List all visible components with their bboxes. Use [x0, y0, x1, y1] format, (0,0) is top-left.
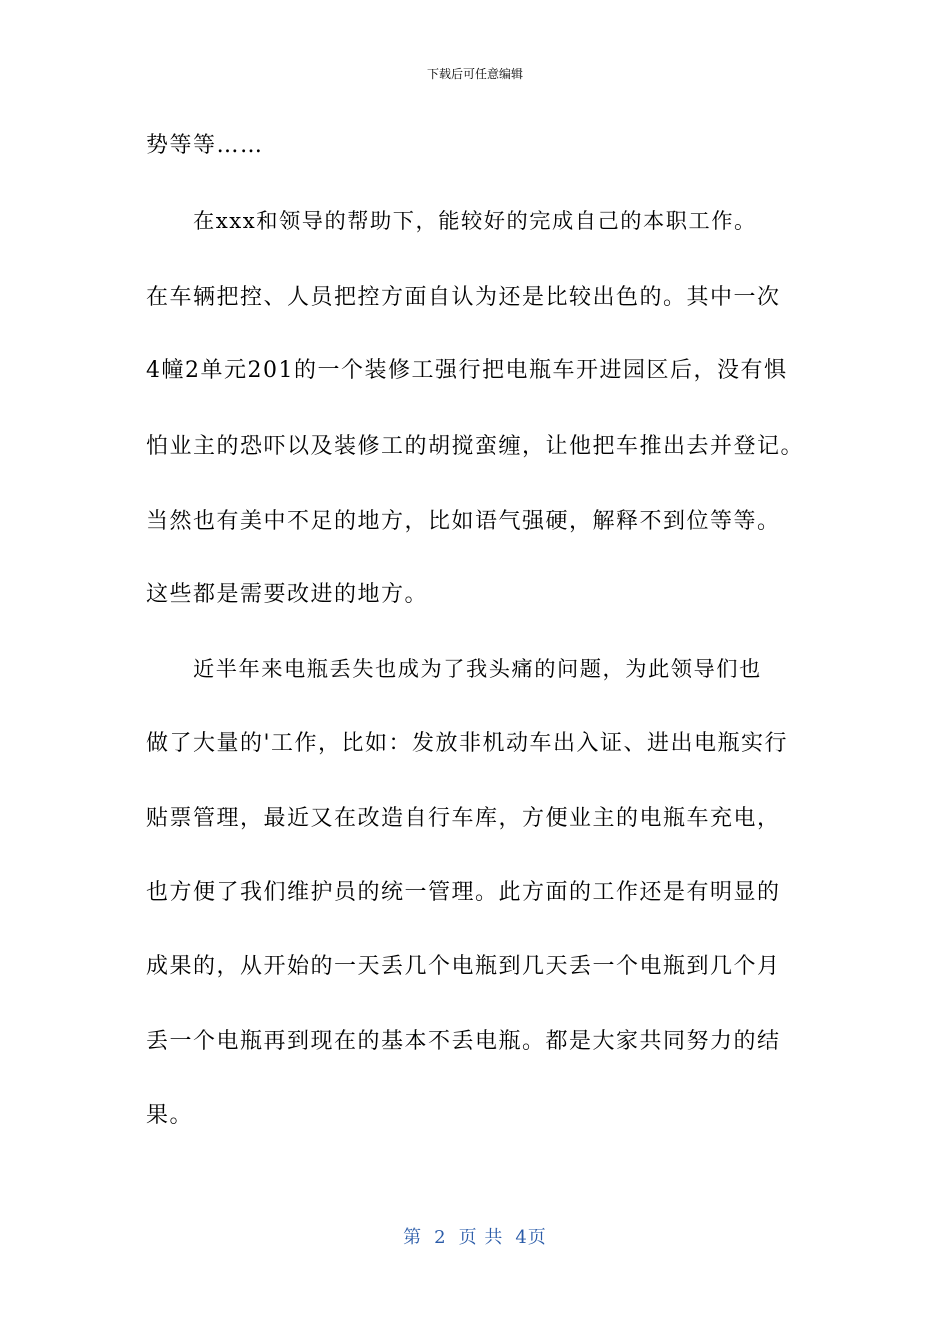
page-footer — [0, 1226, 950, 1250]
text-line: 果。 — [146, 1103, 194, 1128]
text-line: 这些都是需要改进的地方。 — [146, 582, 429, 607]
footer-page-number: 2 — [434, 1227, 447, 1248]
text-line: 4幢2单元201的一个装修工强行把电瓶车开进园区后，没有惧 — [146, 358, 788, 383]
footer-total: 4页 — [515, 1227, 547, 1248]
footer-middle: 页 共 — [458, 1227, 504, 1248]
text-line: 贴票管理，最近又在改造自行车库，方便业主的电瓶车充电， — [146, 806, 781, 831]
text-line: 当然也有美中不足的地方，比如语气强硬，解释不到位等等。 — [146, 509, 781, 534]
text-line: 做了大量的'工作，比如：发放非机动车出入证、进出电瓶实行 — [146, 731, 789, 756]
text-line: 成果的，从开始的一天丢几个电瓶到几天丢一个电瓶到几个月 — [146, 954, 781, 979]
text-line: 近半年来电瓶丢失也成为了我头痛的问题，为此领导们也 — [193, 657, 762, 682]
text-line: 势等等…… — [146, 133, 264, 158]
text-line: 在车辆把控、人员把控方面自认为还是比较出色的。其中一次 — [146, 285, 781, 310]
text-line: 丢一个电瓶再到现在的基本不丢电瓶。都是大家共同努力的结 — [146, 1029, 781, 1054]
text-line: 在xxx和领导的帮助下，能较好的完成自己的本职工作。 — [193, 209, 757, 234]
text-line: 也方便了我们维护员的统一管理。此方面的工作还是有明显的 — [146, 880, 781, 905]
footer-prefix: 第 — [403, 1227, 423, 1248]
text-line: 怕业主的恐吓以及装修工的胡搅蛮缠，让他把车推出去并登记。 — [146, 434, 805, 459]
page-header: 下载后可任意编辑 — [426, 67, 523, 81]
